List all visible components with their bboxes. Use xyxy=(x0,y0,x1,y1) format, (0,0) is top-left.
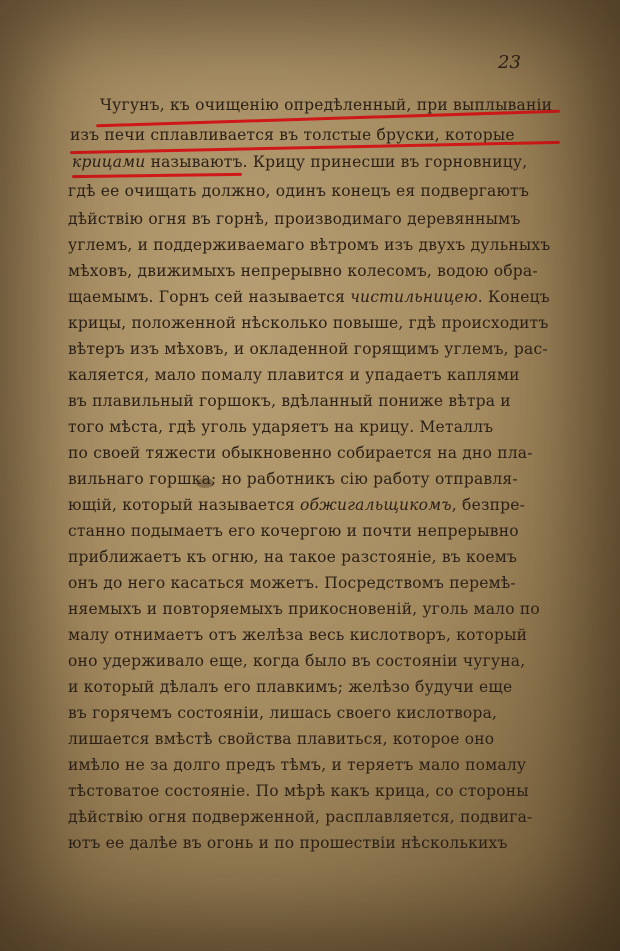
text-line: въ горячемъ состояніи, лишась своего кислотвора, xyxy=(68,704,498,722)
text-line: дѣйствію огня въ горнѣ, производимаго деревяннымъ xyxy=(68,210,521,228)
text-line: каляется, мало помалу плавится и упадаетъ каплями xyxy=(68,366,520,384)
text-line: вильнаго горшка; но работникъ сію работу отправля- xyxy=(68,470,518,488)
text-line: крицы, положенной нѣсколько повыше, гдѣ происходитъ xyxy=(68,314,549,332)
text-line: дѣйствію огня подверженной, расплавляется, подвига- xyxy=(68,808,533,826)
text-run: . Конецъ xyxy=(477,288,550,306)
italic-term: обжигальщикомъ xyxy=(299,496,452,514)
text-run: , безпре- xyxy=(451,496,526,514)
text-line: и который дѣлалъ его плавкимъ; желѣзо будучи еще xyxy=(68,678,513,696)
text-line: оно удерживало еще, когда было въ состояніи чугуна, xyxy=(68,652,526,670)
text-line: въ плавильный горшокъ, вдѣланный пониже вѣтра и xyxy=(68,392,511,410)
text-line: изъ печи сплавливается въ толстые бруски, которые xyxy=(70,126,515,144)
text-line: имѣло не за долго предъ тѣмъ, и теряетъ мало помалу xyxy=(68,756,527,774)
text-line: онъ до него касаться можетъ. Посредствомъ перемѣ- xyxy=(68,574,516,592)
text-line: няемыхъ и повторяемыхъ прикосновеній, уголь мало по xyxy=(68,600,540,618)
text-line: малу отнимаетъ отъ желѣза весь кислотворъ, который xyxy=(68,626,528,644)
page-number: 23 xyxy=(498,52,521,73)
text-line: станно подымаетъ его кочергою и почти непрерывно xyxy=(68,522,519,540)
text-line: мѣховъ, движимыхъ непрерывно колесомъ, водою обра- xyxy=(68,262,538,280)
text-run: щаемымъ. Горнъ сей называется xyxy=(68,288,351,306)
text-line: приближаетъ къ огню, на такое разстояніе, въ коемъ xyxy=(68,548,518,566)
italic-term: крицами xyxy=(72,153,146,171)
text-line xyxy=(68,496,525,514)
text-line: вѣтеръ изъ мѣховъ, и окладенной горящимъ углемъ, рас- xyxy=(68,340,548,358)
text-line: лишается вмѣстѣ свойства плавиться, которое оно xyxy=(68,730,495,748)
italic-term: чистильницею xyxy=(350,288,478,306)
ink-smudge xyxy=(196,478,214,488)
text-line: гдѣ ее очищать должно, одинъ конецъ ея подвергаютъ xyxy=(68,182,530,200)
text-line: Чугунъ, къ очищенію опредѣленный, при выплываніи xyxy=(100,96,553,114)
text-line: по своей тяжести обыкновенно собирается на дно пла- xyxy=(68,444,533,462)
text-line: тѣстоватое состояніе. По мѣрѣ какъ крица, со стороны xyxy=(68,782,529,800)
text-run: называютъ. Крицу принесши въ горновницу, xyxy=(145,153,528,171)
text-line xyxy=(72,153,527,171)
text-line: того мѣста, гдѣ уголь ударяетъ на крицу. Металлъ xyxy=(68,418,494,436)
text-run: ющій, который называется xyxy=(68,496,300,514)
text-line xyxy=(68,288,550,306)
text-line: углемъ, и поддерживаемаго вѣтромъ изъ двухъ дульныхъ xyxy=(68,236,551,254)
text-line: ютъ ее далѣе въ огонь и по прошествіи нѣсколькихъ xyxy=(68,834,508,852)
